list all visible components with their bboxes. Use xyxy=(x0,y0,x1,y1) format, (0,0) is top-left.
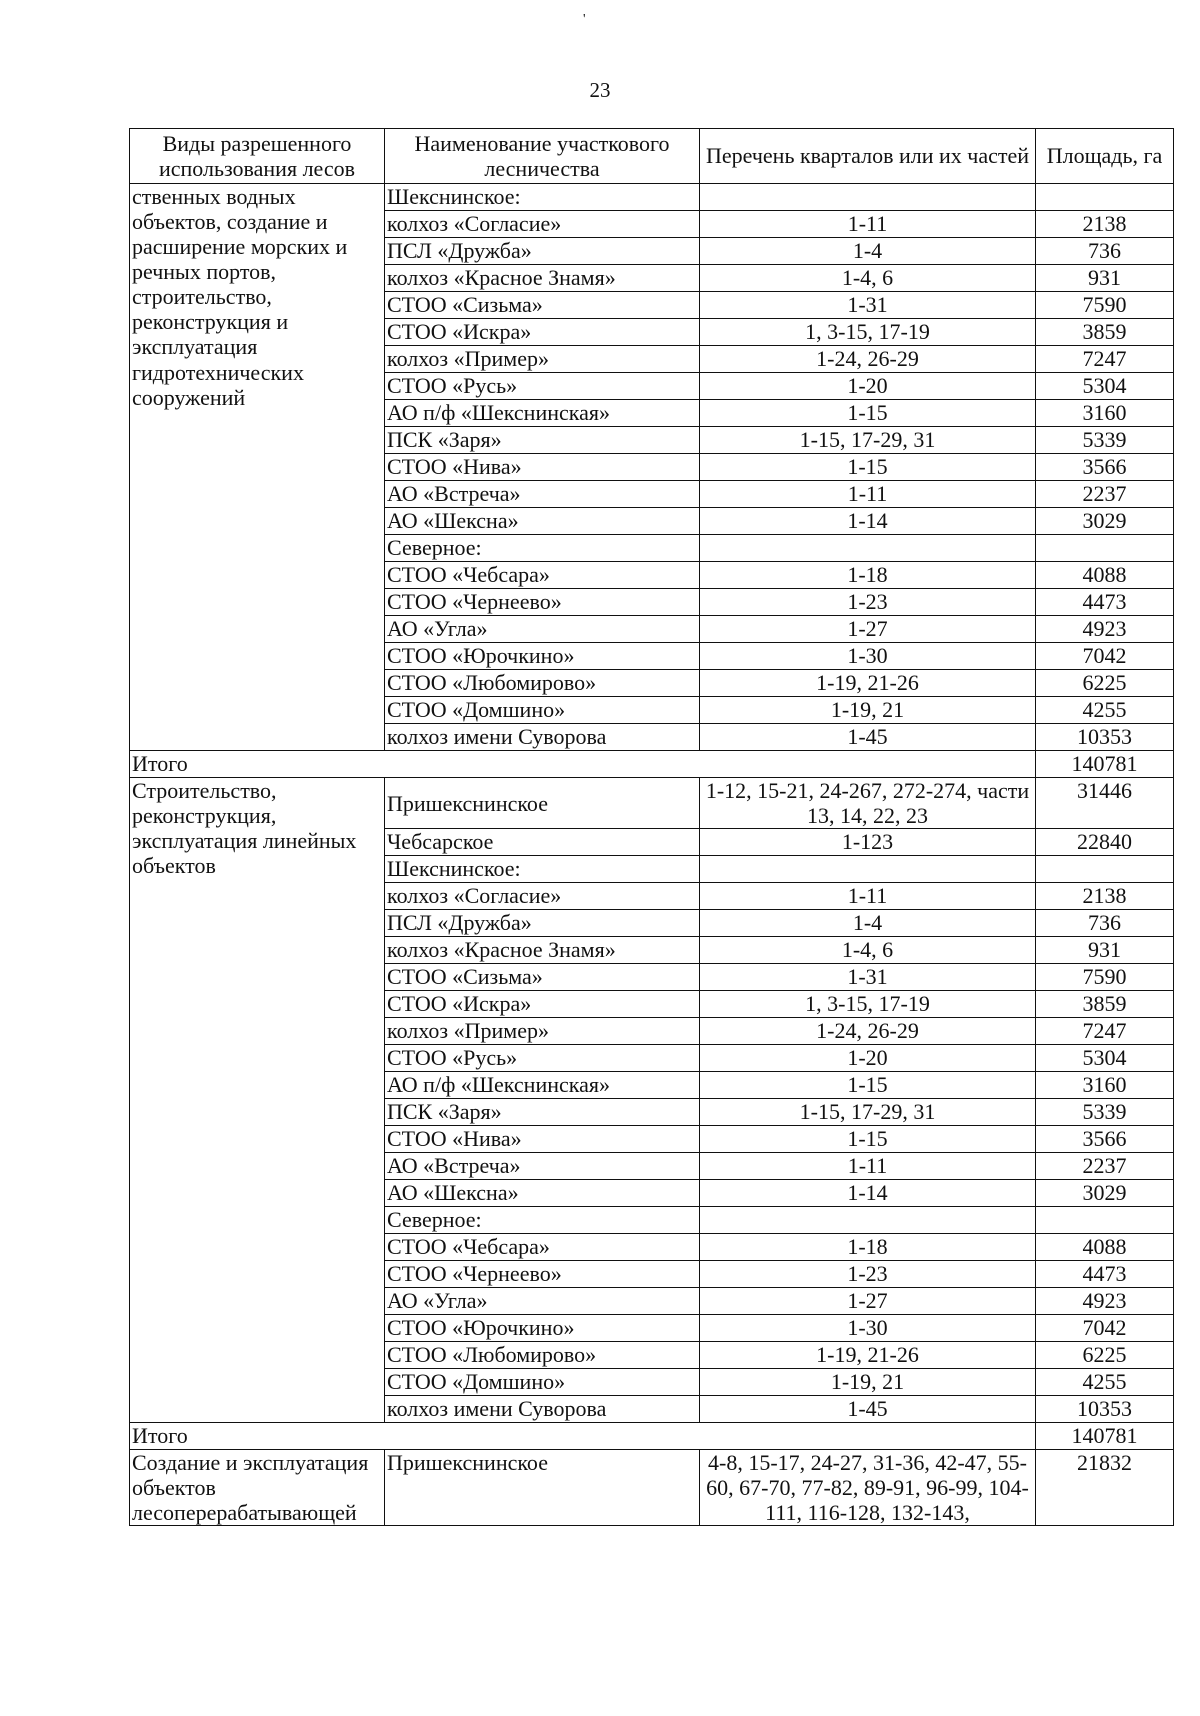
area-cell: 7247 xyxy=(1036,1018,1174,1045)
blocks-cell: 1-27 xyxy=(700,616,1036,643)
header-area: Площадь, га xyxy=(1036,129,1174,184)
forestry-name-cell: АО «Угла» xyxy=(385,1288,700,1315)
blocks-cell: 1-15 xyxy=(700,454,1036,481)
forestry-name-cell: колхоз «Красное Знамя» xyxy=(385,265,700,292)
forestry-name-cell: ПСК «Заря» xyxy=(385,427,700,454)
forestry-name-cell: колхоз имени Суворова xyxy=(385,1396,700,1423)
header-blocks-list: Перечень кварталов или их частей xyxy=(700,129,1036,184)
blocks-cell: 1-23 xyxy=(700,589,1036,616)
total-value: 140781 xyxy=(1036,751,1174,778)
area-cell xyxy=(1036,184,1174,211)
area-cell: 3566 xyxy=(1036,1126,1174,1153)
area-cell: 3859 xyxy=(1036,319,1174,346)
total-label: Итого xyxy=(130,751,1036,778)
forestry-name-cell: Пришекснинское xyxy=(385,778,700,829)
forestry-name-cell: Северное: xyxy=(385,1207,700,1234)
area-cell xyxy=(1036,1207,1174,1234)
blocks-cell: 1-11 xyxy=(700,481,1036,508)
forestry-name-cell: СТОО «Домшино» xyxy=(385,1369,700,1396)
table-body xyxy=(130,184,1174,1526)
table-header-row xyxy=(130,129,1174,184)
forestry-name-cell: АО «Шексна» xyxy=(385,1180,700,1207)
blocks-cell: 1-23 xyxy=(700,1261,1036,1288)
area-cell: 5339 xyxy=(1036,1099,1174,1126)
forestry-name-cell: СТОО «Русь» xyxy=(385,373,700,400)
table-row xyxy=(130,778,1174,829)
blocks-cell: 1-18 xyxy=(700,1234,1036,1261)
forest-use-table xyxy=(129,128,1174,1526)
blocks-cell: 1-4, 6 xyxy=(700,265,1036,292)
area-cell: 7590 xyxy=(1036,292,1174,319)
forestry-name-cell: ПСК «Заря» xyxy=(385,1099,700,1126)
forestry-name-cell: СТОО «Юрочкино» xyxy=(385,1315,700,1342)
forestry-name-cell: СТОО «Чернеево» xyxy=(385,589,700,616)
forestry-name-cell: СТОО «Любомирово» xyxy=(385,670,700,697)
blocks-cell: 1-45 xyxy=(700,724,1036,751)
blocks-cell: 1-15 xyxy=(700,1072,1036,1099)
header-forestry-name: Наименование участкового лесничества xyxy=(385,129,700,184)
blocks-cell: 1-19, 21-26 xyxy=(700,670,1036,697)
area-cell: 7042 xyxy=(1036,643,1174,670)
stray-mark: ' xyxy=(583,12,586,27)
area-cell: 5339 xyxy=(1036,427,1174,454)
total-value: 140781 xyxy=(1036,1423,1174,1450)
forestry-name-cell: СТОО «Нива» xyxy=(385,1126,700,1153)
blocks-cell: 1-15 xyxy=(700,1126,1036,1153)
blocks-cell xyxy=(700,184,1036,211)
blocks-cell: 1-24, 26-29 xyxy=(700,346,1036,373)
blocks-cell: 1-11 xyxy=(700,1153,1036,1180)
blocks-cell: 1-15 xyxy=(700,400,1036,427)
total-row xyxy=(130,1423,1174,1450)
area-cell: 736 xyxy=(1036,910,1174,937)
area-cell: 4088 xyxy=(1036,1234,1174,1261)
area-cell: 5304 xyxy=(1036,1045,1174,1072)
blocks-cell: 1-20 xyxy=(700,373,1036,400)
blocks-cell: 1-15, 17-29, 31 xyxy=(700,1099,1036,1126)
area-cell xyxy=(1036,856,1174,883)
table-row xyxy=(130,1450,1174,1526)
area-cell: 6225 xyxy=(1036,1342,1174,1369)
blocks-cell: 1-14 xyxy=(700,508,1036,535)
forestry-name-cell: СТОО «Сизьма» xyxy=(385,964,700,991)
area-cell: 10353 xyxy=(1036,1396,1174,1423)
forestry-name-cell: колхоз имени Суворова xyxy=(385,724,700,751)
area-cell: 2237 xyxy=(1036,1153,1174,1180)
total-row xyxy=(130,751,1174,778)
forestry-name-cell: Шекснинское: xyxy=(385,184,700,211)
forestry-name-cell: СТОО «Домшино» xyxy=(385,697,700,724)
blocks-cell: 1-123 xyxy=(700,829,1036,856)
use-type-cell: Строительство, реконструкция, эксплуатация линейных объектов xyxy=(130,778,385,1423)
forestry-name-cell: колхоз «Согласие» xyxy=(385,883,700,910)
blocks-cell: 1-27 xyxy=(700,1288,1036,1315)
area-cell: 4473 xyxy=(1036,589,1174,616)
blocks-cell: 1, 3-15, 17-19 xyxy=(700,991,1036,1018)
area-cell: 3160 xyxy=(1036,1072,1174,1099)
area-cell: 931 xyxy=(1036,937,1174,964)
forestry-name-cell: АО «Шексна» xyxy=(385,508,700,535)
forestry-name-cell: колхоз «Красное Знамя» xyxy=(385,937,700,964)
area-cell: 4473 xyxy=(1036,1261,1174,1288)
blocks-cell: 1-12, 15-21, 24-267, 272-274, части 13, 14, 22, 23 xyxy=(700,778,1036,829)
area-cell xyxy=(1036,535,1174,562)
forestry-name-cell: Шекснинское: xyxy=(385,856,700,883)
forestry-name-cell: СТОО «Нива» xyxy=(385,454,700,481)
forestry-name-cell: СТОО «Любомирово» xyxy=(385,1342,700,1369)
forestry-name-cell: СТОО «Искра» xyxy=(385,319,700,346)
forestry-name-cell: СТОО «Русь» xyxy=(385,1045,700,1072)
area-cell: 31446 xyxy=(1036,778,1174,829)
forestry-name-cell: колхоз «Пример» xyxy=(385,346,700,373)
area-cell: 5304 xyxy=(1036,373,1174,400)
forestry-name-cell: АО «Встреча» xyxy=(385,481,700,508)
blocks-cell: 1-4, 6 xyxy=(700,937,1036,964)
forestry-name-cell: Северное: xyxy=(385,535,700,562)
blocks-cell: 1-18 xyxy=(700,562,1036,589)
forestry-name-cell: АО «Встреча» xyxy=(385,1153,700,1180)
blocks-cell: 1-4 xyxy=(700,238,1036,265)
page-number: 23 xyxy=(589,78,611,102)
total-label: Итого xyxy=(130,1423,1036,1450)
blocks-cell: 1-11 xyxy=(700,211,1036,238)
blocks-cell: 1-14 xyxy=(700,1180,1036,1207)
area-cell: 7247 xyxy=(1036,346,1174,373)
area-cell: 3029 xyxy=(1036,1180,1174,1207)
forestry-name-cell: СТОО «Юрочкино» xyxy=(385,643,700,670)
blocks-cell: 1-24, 26-29 xyxy=(700,1018,1036,1045)
forestry-name-cell: СТОО «Сизьма» xyxy=(385,292,700,319)
blocks-cell: 4-8, 15-17, 24-27, 31-36, 42-47, 55-60, 67-70, 77-82, 89-91, 96-99, 104-111, 116-128, 132-143, xyxy=(700,1450,1036,1526)
blocks-cell: 1-31 xyxy=(700,964,1036,991)
blocks-cell: 1-20 xyxy=(700,1045,1036,1072)
area-cell: 736 xyxy=(1036,238,1174,265)
area-cell: 2138 xyxy=(1036,211,1174,238)
blocks-cell: 1-30 xyxy=(700,1315,1036,1342)
header-use-type: Виды разрешенного использования лесов xyxy=(130,129,385,184)
area-cell: 4255 xyxy=(1036,1369,1174,1396)
area-cell: 2237 xyxy=(1036,481,1174,508)
blocks-cell: 1-19, 21-26 xyxy=(700,1342,1036,1369)
blocks-cell: 1, 3-15, 17-19 xyxy=(700,319,1036,346)
blocks-cell: 1-15, 17-29, 31 xyxy=(700,427,1036,454)
forestry-name-cell: ПСЛ «Дружба» xyxy=(385,238,700,265)
blocks-cell: 1-19, 21 xyxy=(700,697,1036,724)
forestry-name-cell: СТОО «Чебсара» xyxy=(385,1234,700,1261)
area-cell: 3566 xyxy=(1036,454,1174,481)
area-cell: 3029 xyxy=(1036,508,1174,535)
area-cell: 931 xyxy=(1036,265,1174,292)
area-cell: 4923 xyxy=(1036,1288,1174,1315)
use-type-cell: ственных водных объектов, создание и расширение морских и речных портов, строительство, реконструкция и эксплуатация гидротехнических сооружений xyxy=(130,184,385,751)
forestry-name-cell: АО п/ф «Шекснинская» xyxy=(385,1072,700,1099)
area-cell: 4088 xyxy=(1036,562,1174,589)
area-cell: 6225 xyxy=(1036,670,1174,697)
area-cell: 3859 xyxy=(1036,991,1174,1018)
blocks-cell xyxy=(700,535,1036,562)
blocks-cell: 1-4 xyxy=(700,910,1036,937)
forestry-name-cell: АО «Угла» xyxy=(385,616,700,643)
forestry-name-cell: СТОО «Чебсара» xyxy=(385,562,700,589)
area-cell: 7590 xyxy=(1036,964,1174,991)
blocks-cell xyxy=(700,1207,1036,1234)
forestry-name-cell: Пришекснинское xyxy=(385,1450,700,1526)
area-cell: 4255 xyxy=(1036,697,1174,724)
blocks-cell: 1-45 xyxy=(700,1396,1036,1423)
area-cell: 22840 xyxy=(1036,829,1174,856)
area-cell: 10353 xyxy=(1036,724,1174,751)
area-cell: 3160 xyxy=(1036,400,1174,427)
area-cell: 4923 xyxy=(1036,616,1174,643)
forestry-name-cell: колхоз «Согласие» xyxy=(385,211,700,238)
blocks-cell: 1-30 xyxy=(700,643,1036,670)
forestry-name-cell: Чебсарское xyxy=(385,829,700,856)
forestry-name-cell: СТОО «Искра» xyxy=(385,991,700,1018)
table-row xyxy=(130,184,1174,211)
use-type-cell: Создание и эксплуатация объектов лесоперерабатывающей xyxy=(130,1450,385,1526)
forestry-name-cell: колхоз «Пример» xyxy=(385,1018,700,1045)
area-cell: 21832 xyxy=(1036,1450,1174,1526)
forestry-name-cell: СТОО «Чернеево» xyxy=(385,1261,700,1288)
area-cell: 2138 xyxy=(1036,883,1174,910)
blocks-cell: 1-11 xyxy=(700,883,1036,910)
forestry-name-cell: АО п/ф «Шекснинская» xyxy=(385,400,700,427)
area-cell: 7042 xyxy=(1036,1315,1174,1342)
blocks-cell: 1-19, 21 xyxy=(700,1369,1036,1396)
blocks-cell xyxy=(700,856,1036,883)
blocks-cell: 1-31 xyxy=(700,292,1036,319)
forestry-name-cell: ПСЛ «Дружба» xyxy=(385,910,700,937)
